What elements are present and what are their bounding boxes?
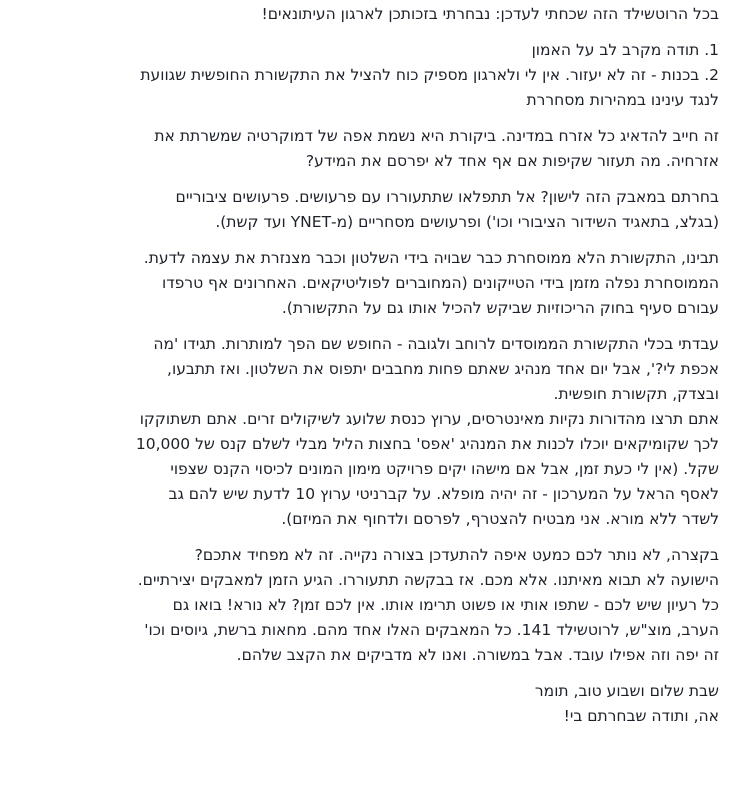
text-line: לנגד עינינו במהירות מסחררת bbox=[526, 91, 719, 109]
text-line: אכפת לי?', אבל יום אחד מנהיג שאתם פחות מחבבים יתפוס את השלטון. ואז תתבעו, bbox=[167, 360, 719, 378]
paragraph bbox=[8, 38, 719, 113]
text-line: כל רעיון שיש לכם - שתפו אותי או פשוט תרימו אותו. אין לכם זמן? לא נורא! בואו גם bbox=[172, 596, 719, 614]
text-line: 2. בכנות - זה לא יעזור. אין לי ולארגון מספיק כוח להציל את התקשורת החופשית שגוועת bbox=[140, 66, 719, 84]
text-line: הממוסחרת נפלה מזמן בידי הטייקונים (המחוברים לפוליטיקאים. האחרונים אף טרפדו bbox=[161, 274, 719, 292]
text-line: עבורם סעיף בחוק הריכוזיות שביקש להכיל אותו גם על התקשורת). bbox=[281, 299, 719, 317]
text-line: תבינו, התקשורת הלא ממוסחרת כבר שבויה בידי השלטון וכבר מצנזרת את עצמה לדעת. bbox=[143, 249, 719, 267]
text-line: עבדתי בכלי התקשורת הממוסדים לרוחב ולגובה - החופש שם הפך למותרות. תגידו 'מה bbox=[153, 335, 719, 353]
text-line: 1. תודה מקרב לב על האמון bbox=[531, 41, 719, 59]
text-line: הערב, מוצ"ש, לרוטשילד 141. כל המאבקים האלו אחד מהם. מחאות ברשת, גיוסים וכו' bbox=[144, 621, 719, 639]
text-line: זה יפה וזה אפילו עובד. אבל במשורה. ואנו לא מדביקים את הקצב שלהם. bbox=[236, 646, 719, 664]
signature-line: אה, ותודה שבחרתם בי! bbox=[563, 707, 719, 725]
paragraph bbox=[8, 246, 719, 321]
signature-line: שבת שלום ושבוע טוב, תומר bbox=[534, 682, 719, 700]
text-line: בחרתם במאבק הזה לישון? אל תתפלאו שתתעוררו עם פרעושים. פרעושים ציבוריים bbox=[175, 188, 719, 206]
text-line: זה חייב להדאיג כל אזרח במדינה. ביקורת היא נשמת אפה של דמוקרטיה שמשרתת את bbox=[154, 127, 719, 145]
paragraph bbox=[8, 2, 719, 27]
text-line: בכל הרוטשילד הזה שכחתי לעדכן: נבחרתי בזכותכן לארגון העיתונאים! bbox=[261, 5, 719, 23]
text-line: שקל. (אין לי כעת זמן, אבל אם מישהו יקים פרויקט מימון המונים לכיסוי הקנס שצפוי bbox=[170, 460, 719, 478]
text-line: הישועה לא תבוא מאיתנו. אלא מכם. אז בבקשה תתעוררו. הגיע הזמן למאבקים יצירתיים. bbox=[137, 571, 719, 589]
text-line: (בגלצ, בתאגיד השידור הציבורי וכו') ופרעושים מסחריים (מ-YNET ועד קשת). bbox=[215, 213, 719, 231]
text-line: לאסף הראל על המערכון - זה יהיה מופלא. על קברניטי ערוץ 10 לדעת שיש להם גב bbox=[168, 485, 719, 503]
paragraph bbox=[8, 185, 719, 235]
paragraph bbox=[8, 332, 719, 532]
text-line: בקצרה, לא נותר לכם כמעט איפה להתעדכן בצורה נקייה. זה לא מפחיד אתכם? bbox=[194, 546, 719, 564]
text-line: ובצדק, תקשורת חופשית. bbox=[553, 385, 719, 403]
text-line: אתם תרצו מהדורות נקיות מאינטרסים, ערוץ כנסת שלועג לשיקולים זרים. אתם תשתוקקו bbox=[139, 410, 719, 428]
paragraph bbox=[8, 543, 719, 668]
text-line: לשדר ללא מורא. אני מבטיח להצטרף, לפרסם ולדחוף את המיזם). bbox=[281, 510, 719, 528]
paragraph bbox=[8, 124, 719, 174]
signature-paragraph bbox=[8, 679, 719, 729]
text-line: לכך שקומיקאים יוכלו לכנות את המנהיג 'אפס' בחצות הליל מבלי לשלם קנס של 10,000 bbox=[135, 435, 719, 453]
text-line: אזרחיה. מה תעזור שקיפות אם אף אחד לא יפרסם את המידע? bbox=[305, 152, 719, 170]
